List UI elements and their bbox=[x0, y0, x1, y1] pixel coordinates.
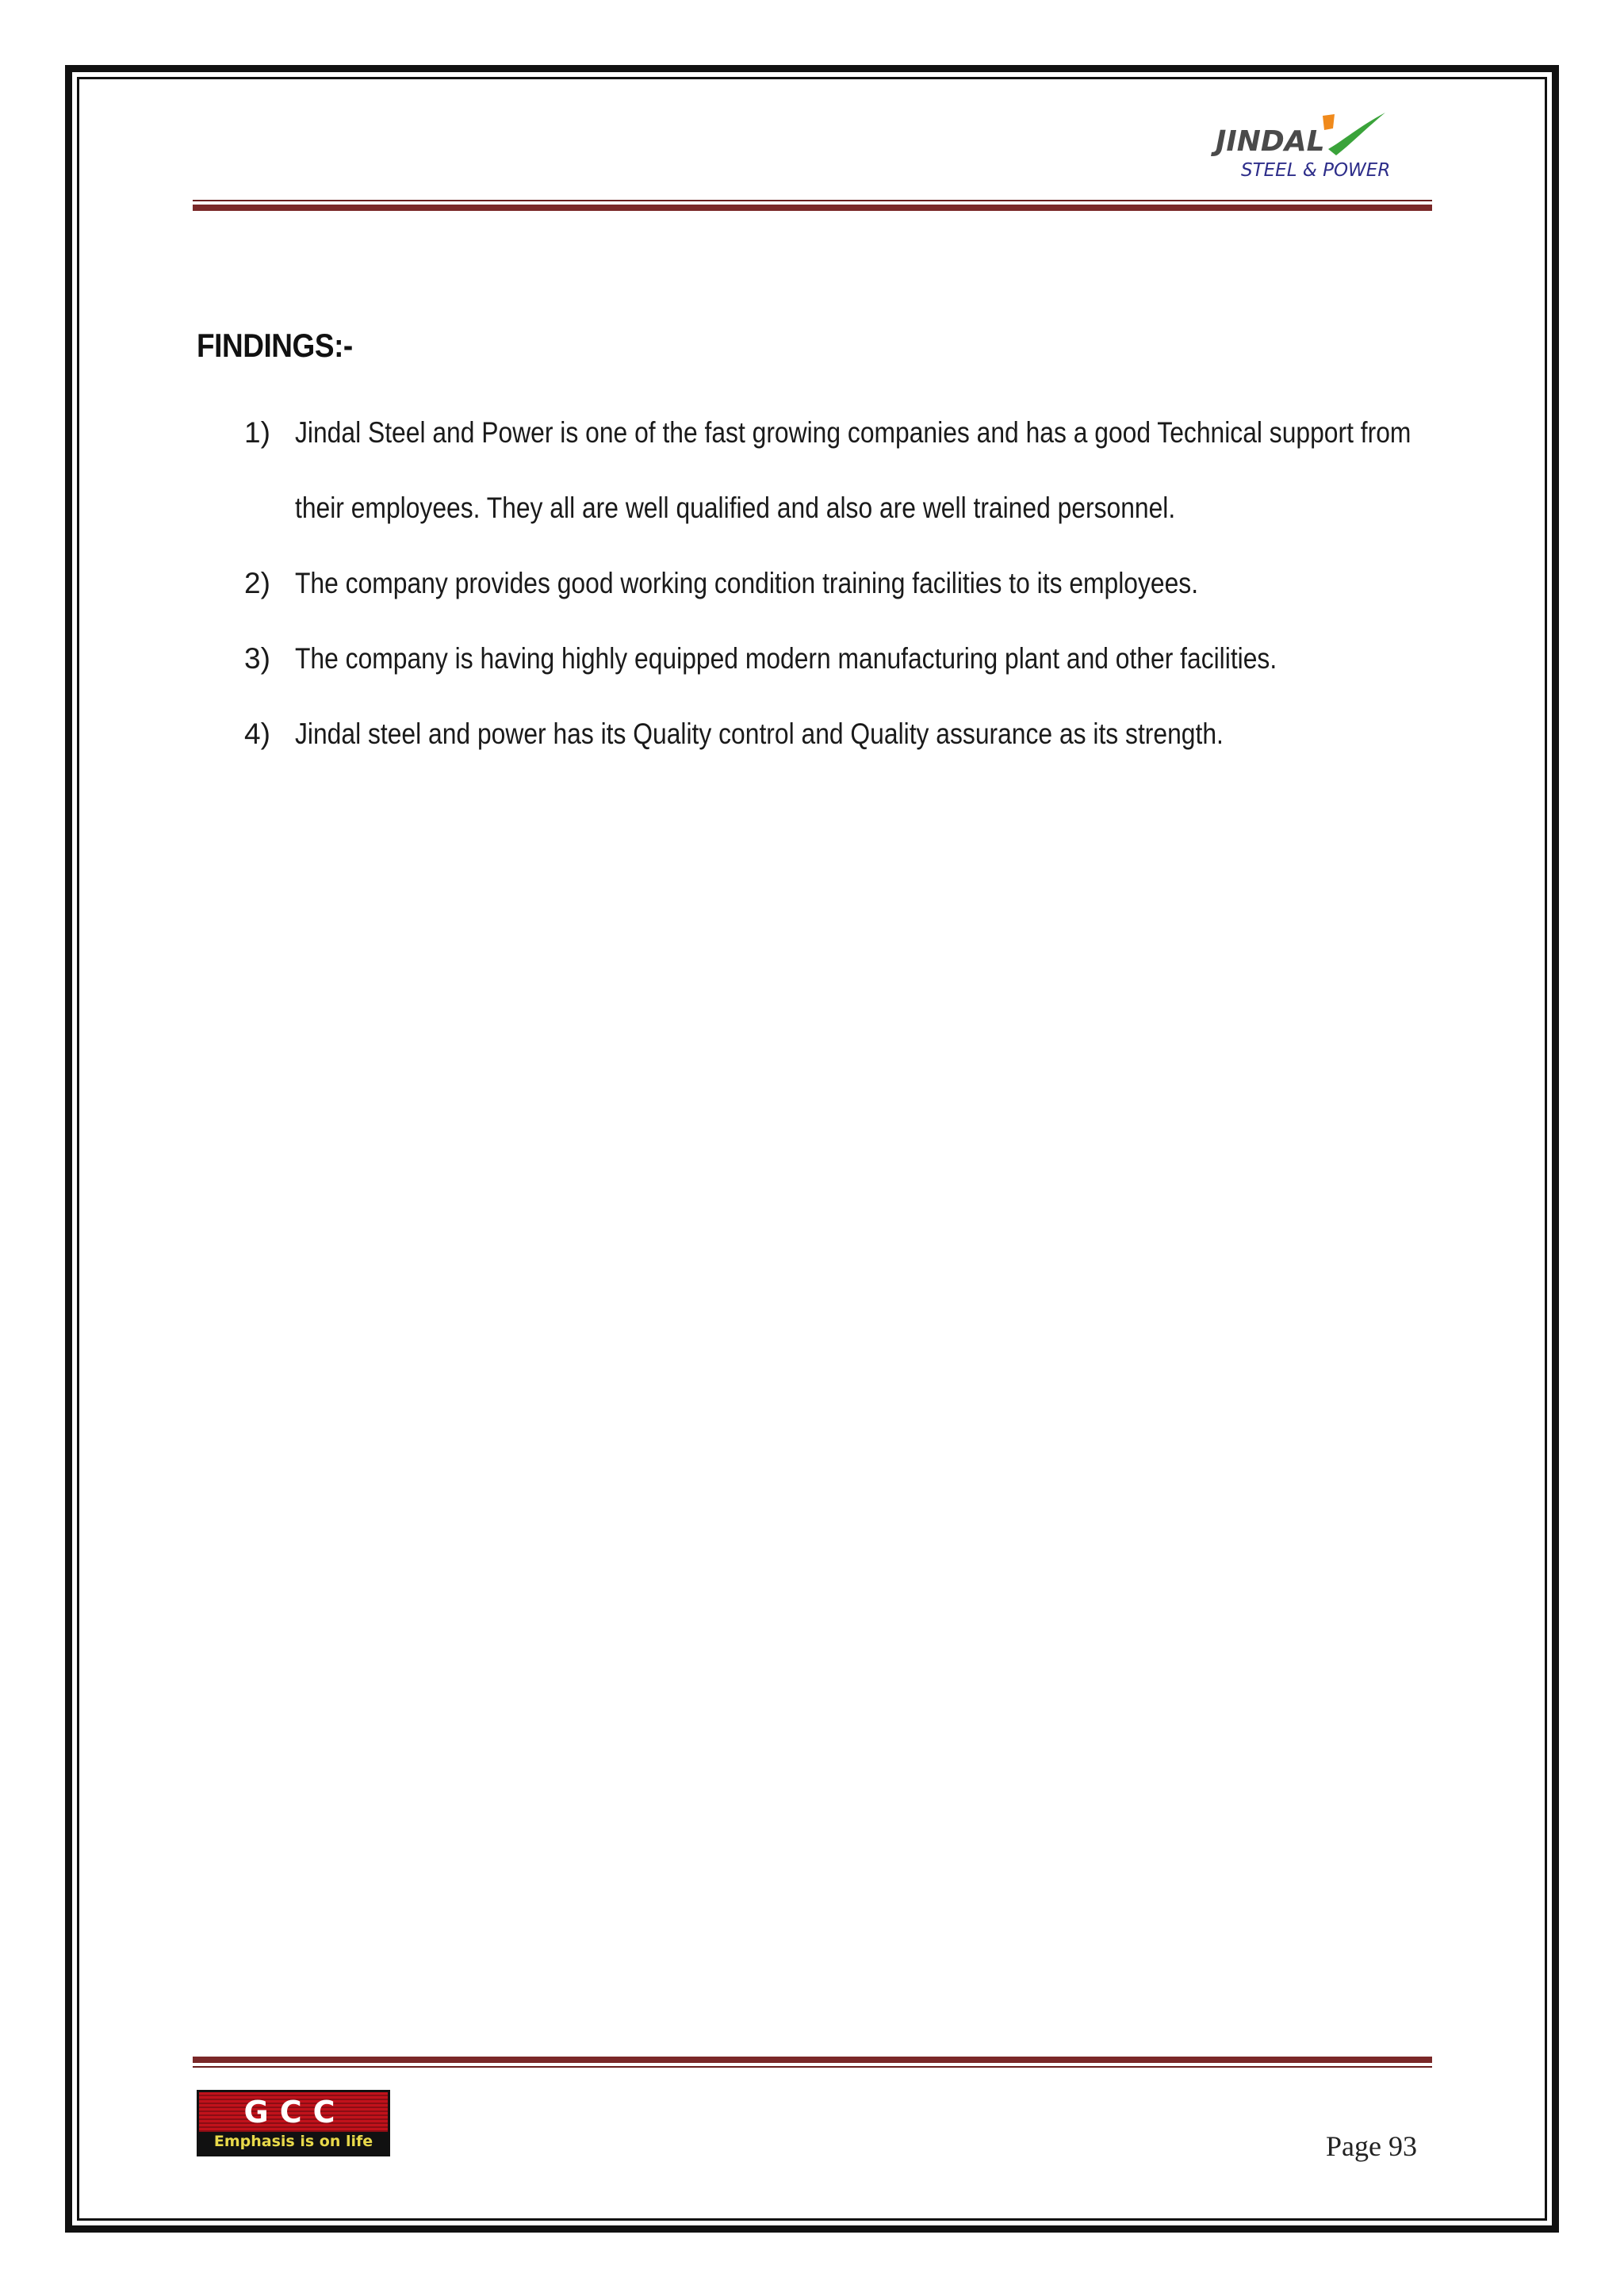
list-item-number: 3) bbox=[244, 642, 270, 675]
section-heading: FINDINGS:- bbox=[197, 327, 353, 364]
list-item bbox=[244, 395, 1434, 545]
gcc-logo bbox=[197, 2090, 390, 2156]
gcc-logo-tagline: Emphasis is on life bbox=[213, 2133, 373, 2150]
logo-wordmark: JINDAL bbox=[1216, 125, 1325, 158]
logo-subtitle: STEEL & POWER bbox=[1241, 160, 1391, 181]
list-item-number: 4) bbox=[244, 718, 270, 750]
list-item-text: Jindal Steel and Power is one of the fast growing companies and has a good Technical support from their employees. They all are well qualified and also are well trained personnel. bbox=[295, 416, 1411, 524]
jindal-logo-graphic bbox=[1209, 109, 1400, 189]
gcc-logo-letters: GCC bbox=[243, 2095, 347, 2130]
page-number: Page 93 bbox=[1326, 2130, 1417, 2162]
jindal-logo bbox=[1209, 109, 1400, 189]
list-item-text: The company provides good working condition training facilities to its employees. bbox=[295, 567, 1199, 599]
list-item-text: Jindal steel and power has its Quality control and Quality assurance as its strength. bbox=[295, 718, 1224, 750]
list-item bbox=[244, 545, 1434, 621]
list-item-number: 1) bbox=[244, 416, 270, 449]
list-item bbox=[244, 696, 1434, 771]
findings-list bbox=[244, 412, 1434, 771]
list-item-number: 2) bbox=[244, 567, 270, 599]
list-item bbox=[244, 621, 1434, 696]
list-item-text: The company is having highly equipped modern manufacturing plant and other facilities. bbox=[295, 642, 1277, 675]
header-rule bbox=[193, 200, 1432, 211]
logo-green-swoosh bbox=[1328, 113, 1385, 155]
footer-rule bbox=[193, 2057, 1432, 2068]
